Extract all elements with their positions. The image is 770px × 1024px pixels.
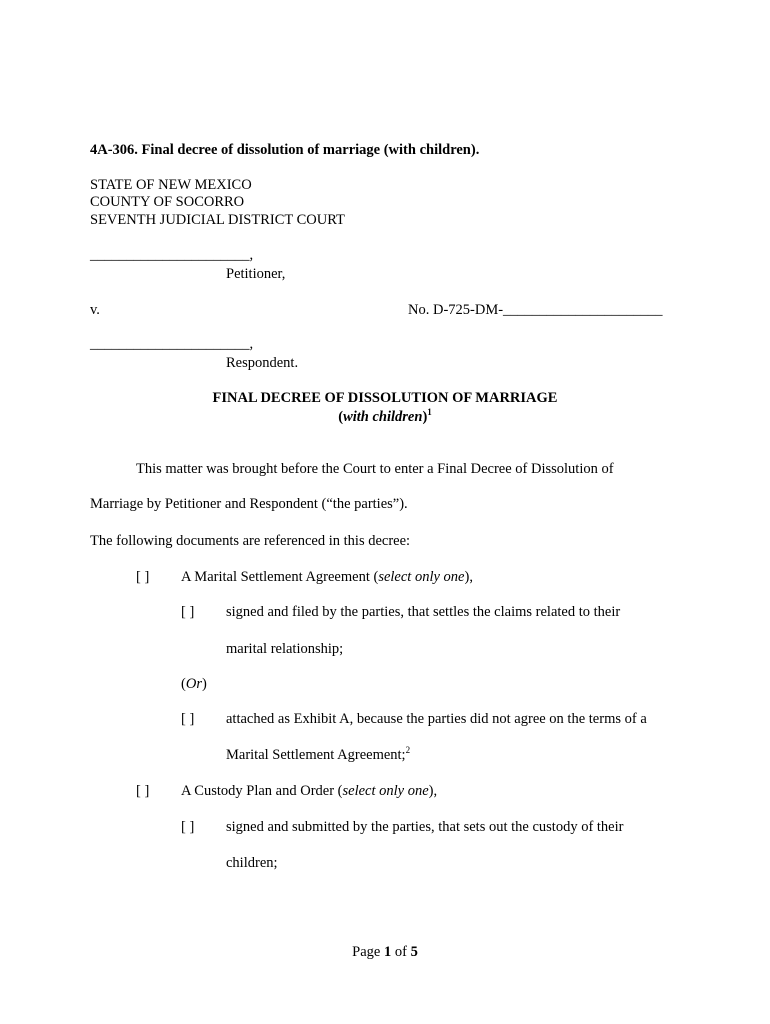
- custody-label-close: ),: [428, 783, 438, 799]
- msa-option-2-text: Marital Settlement Agreement;: [226, 747, 406, 763]
- versus-label: v.: [90, 302, 100, 318]
- page-footer: [0, 945, 770, 960]
- custody-checkbox[interactable]: [ ]: [136, 783, 150, 799]
- msa-label-text: A Marital Settlement Agreement (: [181, 569, 379, 585]
- court-state: STATE OF NEW MEXICO: [90, 177, 252, 193]
- page-word: Page: [352, 944, 384, 960]
- msa-checkbox[interactable]: [ ]: [136, 569, 150, 585]
- court-district: SEVENTH JUDICIAL DISTRICT COURT: [90, 212, 345, 228]
- custody-option-1-line-2: children;: [226, 855, 278, 871]
- custody-option-1-checkbox[interactable]: [ ]: [181, 819, 195, 835]
- or-close-paren: ): [201, 676, 207, 692]
- custody-label-text: A Custody Plan and Order (: [181, 783, 343, 799]
- form-title: 4A-306. Final decree of dissolution of marriage (with children).: [90, 142, 480, 158]
- intro-line-2: Marriage by Petitioner and Respondent (“the parties”).: [90, 496, 408, 512]
- custody-select-only-one: select only one: [342, 783, 429, 799]
- msa-option-2-line-2: [226, 745, 411, 763]
- subtitle-with-children: with children: [343, 409, 423, 425]
- or-separator: [181, 677, 207, 692]
- msa-option-1-line-2: marital relationship;: [226, 641, 344, 657]
- msa-select-only-one: select only one: [378, 569, 465, 585]
- or-text: Or: [185, 676, 202, 692]
- page-current: 1: [383, 944, 392, 960]
- subtitle-close-paren: ): [422, 409, 428, 425]
- of-word: of: [391, 944, 411, 960]
- respondent-blank: ______________________,: [90, 336, 254, 352]
- or-open-paren: (: [181, 676, 186, 692]
- footnote-ref-1: 1: [427, 407, 432, 417]
- intro-line-1: This matter was brought before the Court to enter a Final Decree of Dissolution of: [136, 461, 614, 477]
- page-total: 5: [410, 944, 418, 960]
- msa-option-1-checkbox[interactable]: [ ]: [181, 604, 195, 620]
- msa-option-2-checkbox[interactable]: [ ]: [181, 711, 195, 727]
- decree-subtitle: [0, 407, 770, 425]
- respondent-label: Respondent.: [226, 355, 299, 371]
- msa-label: [181, 570, 473, 585]
- court-county: COUNTY OF SOCORRO: [90, 194, 245, 210]
- decree-title: FINAL DECREE OF DISSOLUTION OF MARRIAGE: [212, 390, 558, 406]
- custody-label: [181, 784, 437, 799]
- msa-option-2-line-1: attached as Exhibit A, because the parties did not agree on the terms of a: [226, 711, 647, 727]
- msa-option-1-line-1: signed and filed by the parties, that settles the claims related to their: [226, 604, 621, 620]
- case-number: [408, 303, 663, 318]
- msa-label-close: ),: [464, 569, 473, 585]
- footnote-ref-2: 2: [405, 745, 411, 755]
- petitioner-label: Petitioner,: [226, 266, 286, 282]
- subtitle-open-paren: (: [338, 409, 344, 425]
- documents-intro: The following documents are referenced in this decree:: [90, 533, 411, 549]
- custody-option-1-line-1: signed and submitted by the parties, that sets out the custody of their: [226, 819, 624, 835]
- case-number-label: No. D-725-DM-: [408, 302, 504, 318]
- petitioner-blank: ______________________,: [90, 247, 254, 263]
- case-number-blank: ______________________: [503, 302, 663, 318]
